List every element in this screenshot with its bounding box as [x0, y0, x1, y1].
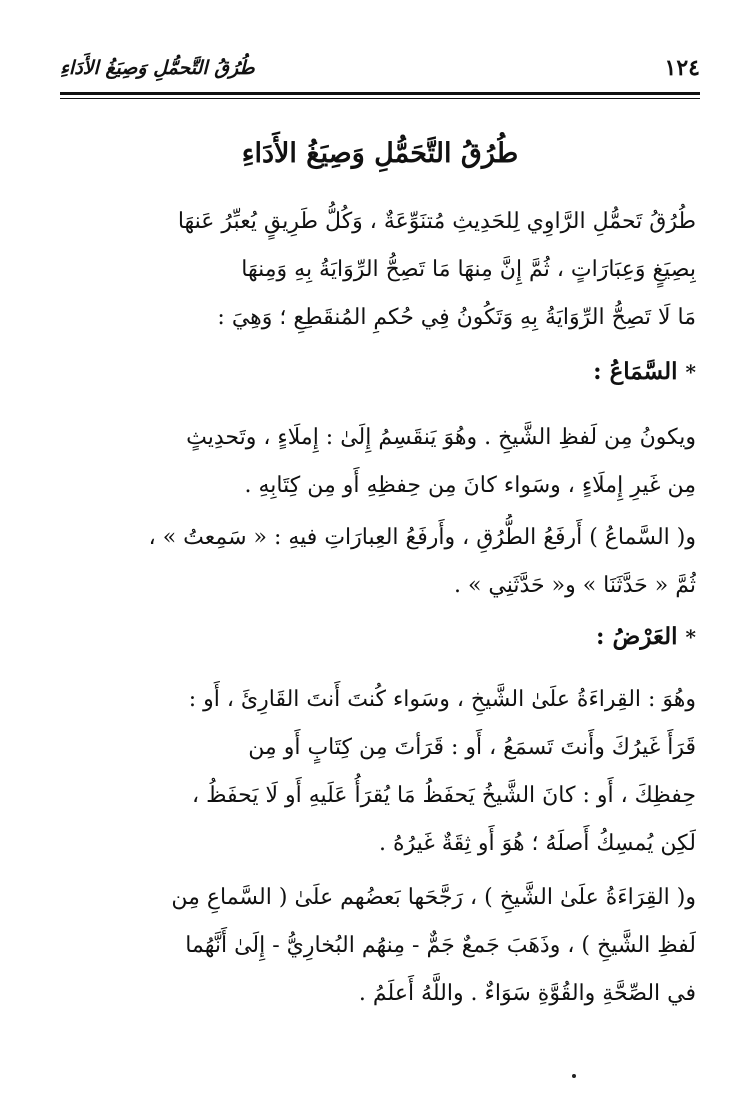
asterisk-icon: *: [685, 625, 696, 649]
sama-paragraph-2: [62, 514, 696, 610]
page-dot: [572, 1074, 576, 1078]
intro-line: بِصِيَغٍ وَعِبَارَاتٍ ، ثُمَّ إِنَّ مِنهَا مَا تَصِحُّ الرِّوَايَةُ بِهِ وَمِنهَا: [241, 257, 696, 282]
ard-p2-line: في الصِّحَّةِ والقُوَّةِ سَوَاءٌ . واللَّهُ أَعلَمُ .: [358, 981, 696, 1006]
ard-paragraph-2: [62, 874, 696, 1018]
asterisk-icon: *: [685, 360, 696, 384]
sama-p1-line: ويكونُ مِن لَفظِ الشَّيخِ . وهُوَ يَنقَسِمُ إِلَىٰ : إِملَاءٍ ، وتَحدِيثٍ: [186, 425, 696, 450]
sama-paragraph-1: [62, 414, 696, 510]
ard-p1-line: حِفظِكَ ، أَو : كانَ الشَّيخُ يَحفَظُ مَا يُقرَأُ عَلَيهِ أَو لَا يَحفَظُ ،: [192, 783, 696, 808]
sama-heading-text: السَّمَاعُ :: [593, 358, 678, 385]
sama-p2-line: ثُمَّ « حَدَّثَنَا » و« حَدَّثَنِي » .: [453, 573, 696, 598]
section-heading-ard: [596, 615, 696, 659]
running-header: [60, 48, 700, 88]
ard-p1-line: قَرَأَ غَيرُكَ وأَنتَ تَسمَعُ ، أَو : قَرَأتَ مِن كِتَابٍ أَو مِن: [248, 735, 696, 760]
page-number: ١٢٤: [664, 55, 700, 81]
intro-line: مَا لَا تَصِحُّ الرِّوَايَةُ بِهِ وَتَكُونُ فِي حُكمِ المُنقَطِعِ ؛ وَهِيَ :: [217, 305, 696, 330]
header-rule-thick: [60, 92, 700, 95]
header-rule-thin: [60, 98, 700, 99]
sama-p1-line: مِن غَيرِ إِملَاءٍ ، وسَواء كانَ مِن حِفظِهِ أَو مِن كِتَابِهِ .: [244, 473, 696, 498]
running-title: طُرُقُ التَّحمُّلِ وَصِيَغُ الأَدَاءِ: [60, 57, 255, 79]
ard-p1-line: لَكِن يُمسِكُ أَصلَهُ ؛ هُوَ أَو ثِقَةٌ غَيرُهُ .: [379, 831, 696, 856]
ard-heading-text: العَرْضُ :: [596, 623, 678, 650]
intro-paragraph: [62, 198, 696, 342]
intro-line: طُرُقُ تَحمُّلِ الرَّاوِي لِلحَدِيثِ مُتنَوِّعَةٌ ، وَكُلُّ طَرِيقٍ يُعبِّرُ عَنهَا: [177, 209, 696, 234]
ard-paragraph-1: [62, 676, 696, 868]
ard-p2-line: لَفظِ الشَّيخِ ) ، وذَهَبَ جَمعٌ جَمٌّ - مِنهُم البُخارِيُّ - إِلَىٰ أَنَّهُما: [185, 933, 696, 958]
ard-p1-line: وهُوَ : القِراءَةُ علَىٰ الشَّيخِ ، وسَواء كُنتَ أَنتَ القَارِئَ ، أَو :: [188, 687, 696, 712]
section-heading-sama: [593, 350, 696, 394]
ard-p2-line: و( القِرَاءَةُ علَىٰ الشَّيخِ ) ، رَجَّحَها بَعضُهم علَىٰ ( السَّماعِ مِن: [171, 885, 696, 910]
chapter-title: طُرُقُ التَّحَمُّلِ وَصِيَغُ الأَدَاءِ: [241, 138, 519, 169]
sama-p2-line: و( السَّماعُ ) أَرفَعُ الطُّرُقِ ، وأَرفَعُ العِبارَاتِ فيهِ : « سَمِعتُ » ،: [148, 525, 696, 550]
